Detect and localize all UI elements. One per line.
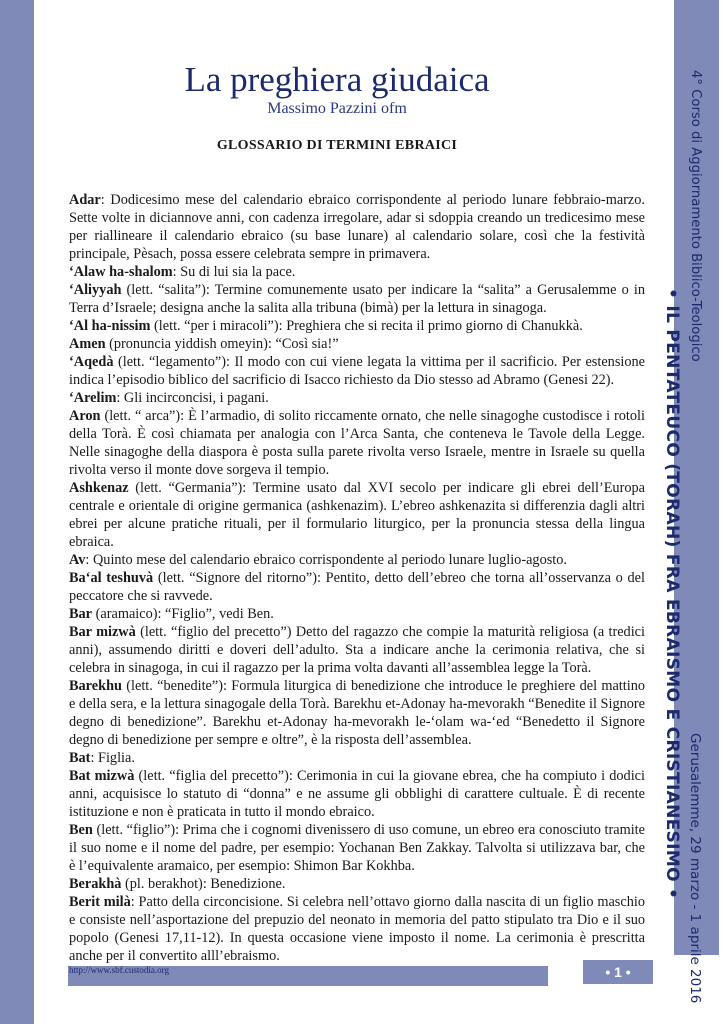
entry-term: Ashkenaz [69,480,129,496]
author-name: Massimo Pazzini ofm [267,100,407,117]
entry-definition: : Su di lui sia la pace. [172,264,296,280]
footer-link[interactable]: http://www.sbf.custodia.org [69,965,169,975]
entry-term: Bar mizwà [69,624,136,640]
entry-definition: : Patto della circoncisione. Si celebra nell’ottavo giorno dalla nascita di un figlio maschio e consiste nell’asportazione del prepuzio del neonato in memoria del patto stipulato tra Dio e il suo popolo (Genesi 17,11-12). In questa occasione viene imposto il nome. La cerimonia è prescritta anche per il convertito alll’ebraismo. [69,894,645,964]
page-title: La preghiera giudaica [184,60,490,99]
glossary-entry [69,479,645,551]
glossary-entry [69,551,645,569]
entry-definition: (lett. “benedite”): Formula liturgica di benedizione che introduce le preghiere del mattino e della sera, e la lettura sinagogale della Torà. Barekhu et-Adonay ha-mevorakh “Benedite il Signore degno di benedizione”. Barekhu et-Adonay ha-mevorakh le-‘olam wa-‘ed “Benedetto il Signore degno di benedizione per sempre e oltre”, è la risposta dell’assemblea. [69,678,645,748]
entry-definition: (lett. “figlio del precetto”) Detto del ragazzo che compie la maturità religiosa (a tredici anni), assumendo diritti e doveri dell’adulto. Sta a indicare anche la cerimonia relativa, che si celebra in sinagoga, in cui il ragazzo per la prima volta davanti all’assemblea legge la Torà. [69,624,646,676]
glossary-entry [69,821,645,875]
glossary-entry [69,569,645,605]
entry-definition: (pl. berakhot): Benedizione. [121,876,286,892]
entry-term: ‘Aqedà [69,354,114,370]
course-label: 4° Corso di Aggiornamento Biblico-Teologico [688,70,703,362]
entry-term: Adar [69,192,101,208]
entry-definition: : Figlia. [90,750,135,766]
entry-definition: (lett. “Germania”): Termine usato dal XVI secolo per indicare gli ebrei dell’Europa centrale e orientale di origine germanica (ashkenazim). L’ebreo ashkenazita si differenzia dagli altri ebrei per alcune pratiche rituali, per il formulario liturgico, per la pronuncia stessa della lingua ebraica. [69,480,645,550]
entry-term: Berakhà [69,876,122,892]
entry-term: Ben [69,822,93,838]
entry-definition: (aramaico): “Figlio”, vedi Ben. [92,606,274,622]
entry-definition: (lett. “ arca”): È l’armadio, di solito riccamente ornato, che nelle sinagoghe custodisce i rotoli della Torà. È così chiamata per analogia con l’Arca Santa, che conteneva le Tavole della Legge. Nelle sinagoghe della diaspora è posta sulla parete rivolta verso Israele, mentre in Israele su quella rivolta verso il monte dove sorgeva il tempio. [69,408,645,478]
entry-term: Berit milà [69,894,131,910]
entry-term: Aron [69,408,101,424]
glossary-entry [69,749,645,767]
entry-definition: : Gli incirconcisi, i pagani. [116,390,269,406]
glossary-entry [69,317,645,335]
glossary-entry [69,335,645,353]
entry-term: Bat [69,750,91,766]
section-title: GLOSSARIO DI TERMINI EBRAICI [216,138,458,153]
page-number: • 1 • [583,960,653,984]
entry-term: ‘Arelim [69,390,117,406]
glossary-entry [69,263,645,281]
glossary-entry [69,407,645,479]
place-date-label: Gerusalemme, 29 marzo - 1 aprile 2016 [687,733,703,1004]
entry-definition: (lett. “figlio”): Prima che i cognomi divenissero di uso comune, un ebreo era conosciuto tramite il suo nome e il nome del padre, per esempio: Yochanan Ben Zakkay. Talvolta si utilizzava bar, che è l’equivalente aramaico, per esempio: Shimon Bar Kokhba. [69,822,645,874]
glossary-entry [69,353,645,389]
entry-term: ‘Aliyyah [69,282,122,298]
entry-term: ‘Alaw ha-shalom [69,264,173,280]
entry-definition: (pronuncia yiddish omeyin): “Così sia!” [105,336,339,352]
theme-label: • IL PENTATEUCO (TORAH) FRA EBRAISMO E CRISTIANESIMO • [662,288,682,900]
entry-term: ‘Al ha-nissim [69,318,151,334]
entry-definition: (lett. “per i miracoli”): Preghiera che si recita il primo giorno di Chanukkà. [150,318,583,334]
entry-definition: (lett. “figlia del precetto”): Cerimonia in cui la giovane ebrea, che ha compiuto i dodici anni, acquisisce lo statuto di “donna” e ne assume gli obblighi di carattere cultuale. È di recente istituzione e non è praticata in tutto il mondo ebraico. [69,768,645,820]
entry-term: Bar [69,606,93,622]
entry-definition: : Dodicesimo mese del calendario ebraico corrispondente al periodo lunare febbraio-marzo. Sette volte in diciannove anni, con cadenza irregolare, adar si sdoppia creando un tredicesimo mese per riallineare il calendario ebraico (su base lunare) al calendario solare, così che la festività principale, Pèsach, possa essere celebrata sempre in primavera. [69,192,645,262]
entry-definition: (lett. “salita”): Termine comunemente usato per indicare la “salita” a Gerusalemme o in Terra d’Israele; designa anche la salita alla tribuna (bimà) per la lettura in sinagoga. [69,282,645,316]
entry-definition: (lett. “Signore del ritorno”): Pentito, detto dell’ebreo che torna all’osservanza o del peccatore che si ravvede. [69,570,646,604]
glossary-entry [69,389,645,407]
glossary-entry [69,281,645,317]
glossary-entry [69,605,645,623]
glossary-entry [69,767,645,821]
glossary-entry [69,623,645,677]
entry-term: Ba‘al teshuvà [69,570,154,586]
glossary-entry [69,875,645,893]
entry-definition: (lett. “legamento”): Il modo con cui viene legata la vittima per il sacrificio. Per estensione indica l’episodio biblico del sacrificio di Isacco richiesto da Dio stesso ad Abramo (Genesi 22). [69,354,645,388]
entry-term: Amen [69,336,106,352]
glossary-list [69,191,645,965]
glossary-entry [69,893,645,965]
glossary-entry [69,191,645,263]
entry-term: Av [69,552,86,568]
entry-definition: : Quinto mese del calendario ebraico corrispondente al periodo lunare luglio-agosto. [85,552,567,568]
entry-term: Bat mizwà [69,768,135,784]
entry-term: Barekhu [69,678,122,694]
glossary-entry [69,677,645,749]
